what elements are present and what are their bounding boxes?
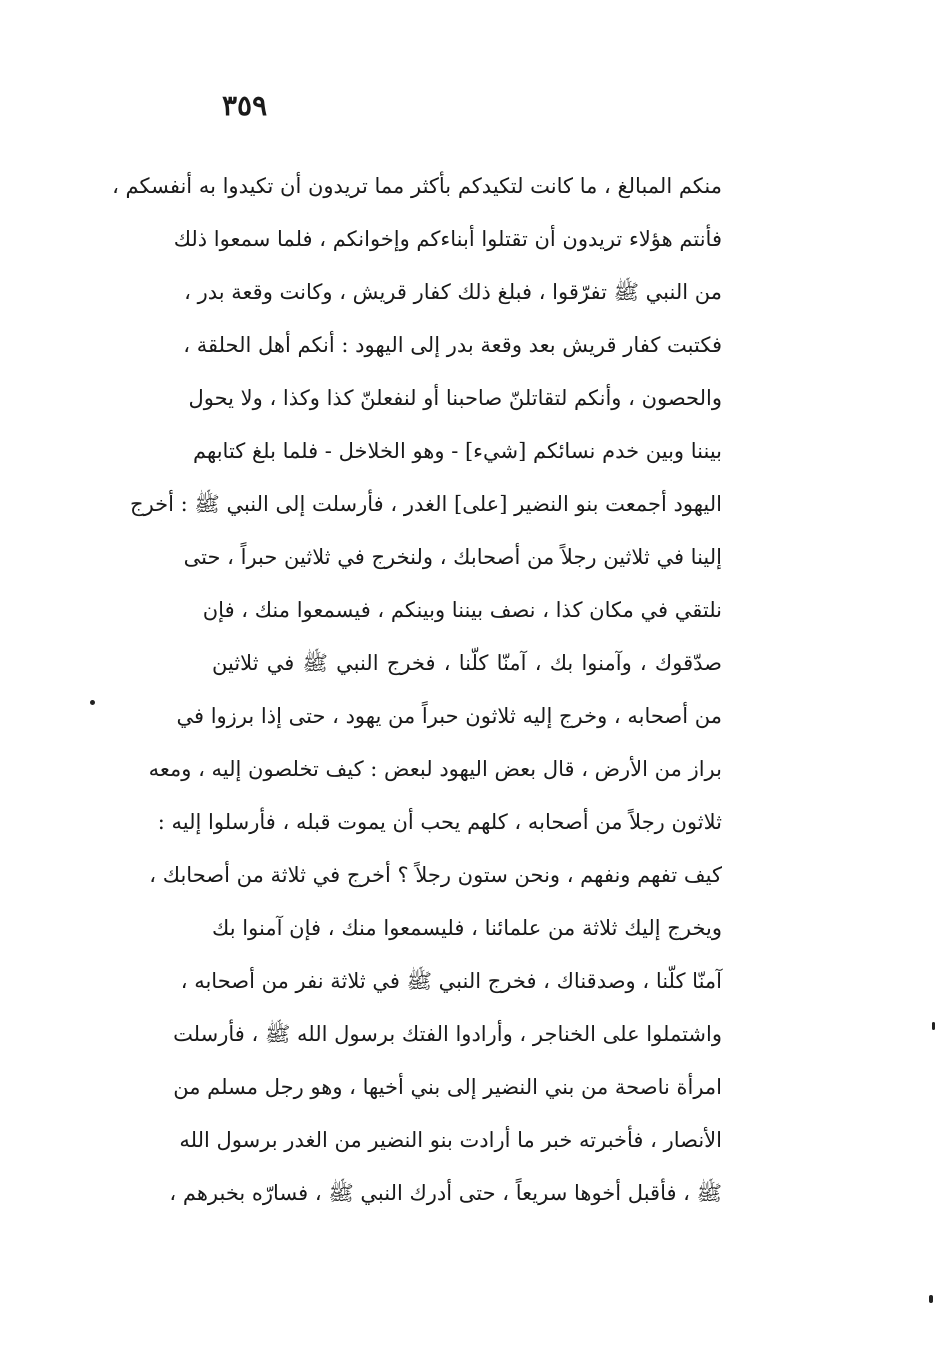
text-line: نلتقي في مكان كذا ، نصف بيننا وبينكم ، فيسمعوا منك ، فإن	[202, 598, 722, 622]
text-line: ﷺ ، فأقبل أخوها سريعاً ، حتى أدرك النبي ﷺ ، فسارّه بخبرهم ،	[169, 1181, 722, 1205]
scan-speck	[932, 1022, 935, 1030]
text-line: اليهود أجمعت بنو النضير [على] الغدر ، فأرسلت إلى النبي ﷺ : أخرج	[130, 492, 722, 516]
text-line: واشتملوا على الخناجر ، وأرادوا الفتك برسول الله ﷺ ، فأرسلت	[173, 1022, 722, 1046]
text-line: كيف تفهم ونفهم ، ونحن ستون رجلاً ؟ أخرج في ثلاثة من أصحابك ،	[149, 863, 722, 887]
text-line: صدّقوك ، وآمنوا بك ، آمنّا كلّنا ، فخرج النبي ﷺ في ثلاثين	[212, 651, 722, 675]
text-line: امرأة ناصحة من بني النضير إلى بني أخيها ، وهو رجل مسلم من	[173, 1075, 722, 1099]
text-line: ويخرج إليك ثلاثة من علمائنا ، فليسمعوا منك ، فإن آمنوا بك	[212, 916, 722, 940]
text-line: منكم المبالغ ، ما كانت لتكيدكم بأكثر مما تريدون أن تكيدوا به أنفسكم ،	[112, 174, 722, 198]
text-line: والحصون ، وأنكم لتقاتلنّ صاحبنا أو لنفعلنّ كذا وكذا ، ولا يحول	[188, 386, 722, 410]
text-line: ثلاثون رجلاً من أصحابه ، كلهم يحب أن يموت قبله ، فأرسلوا إليه :	[157, 810, 722, 834]
body-text	[112, 160, 722, 1220]
text-line: فكتبت كفار قريش بعد وقعة بدر إلى اليهود : أنكم أهل الحلقة ،	[183, 333, 722, 357]
text-line: براز من الأرض ، قال بعض اليهود لبعض : كيف تخلصون إليه ، ومعه	[148, 757, 722, 781]
text-line: بيننا وبين خدم نسائكم [شيء] - وهو الخلاخل - فلما بلغ كتابهم	[193, 439, 722, 463]
text-line: من أصحابه ، وخرج إليه ثلاثون حبراً من يهود ، حتى إذا برزوا في	[176, 704, 722, 728]
text-line: آمنّا كلّنا ، وصدقناك ، فخرج النبي ﷺ في ثلاثة نفر من أصحابه ،	[180, 969, 722, 993]
text-line: الأنصار ، فأخبرته خبر ما أرادت بنو النضير من الغدر برسول الله	[179, 1128, 722, 1152]
scan-speck	[929, 1295, 933, 1303]
text-line: من النبي ﷺ تفرّقوا ، فبلغ ذلك كفار قريش ، وكانت وقعة بدر ،	[184, 280, 722, 304]
page-number: ٣٥٩	[222, 89, 268, 122]
text-line: فأنتم هؤلاء تريدون أن تقتلوا أبناءكم وإخوانكم ، فلما سمعوا ذلك	[173, 227, 722, 251]
text-line: إلينا في ثلاثين رجلاً من أصحابك ، ولنخرج في ثلاثين حبراً ، حتى	[183, 545, 722, 569]
scan-speck	[90, 700, 95, 705]
